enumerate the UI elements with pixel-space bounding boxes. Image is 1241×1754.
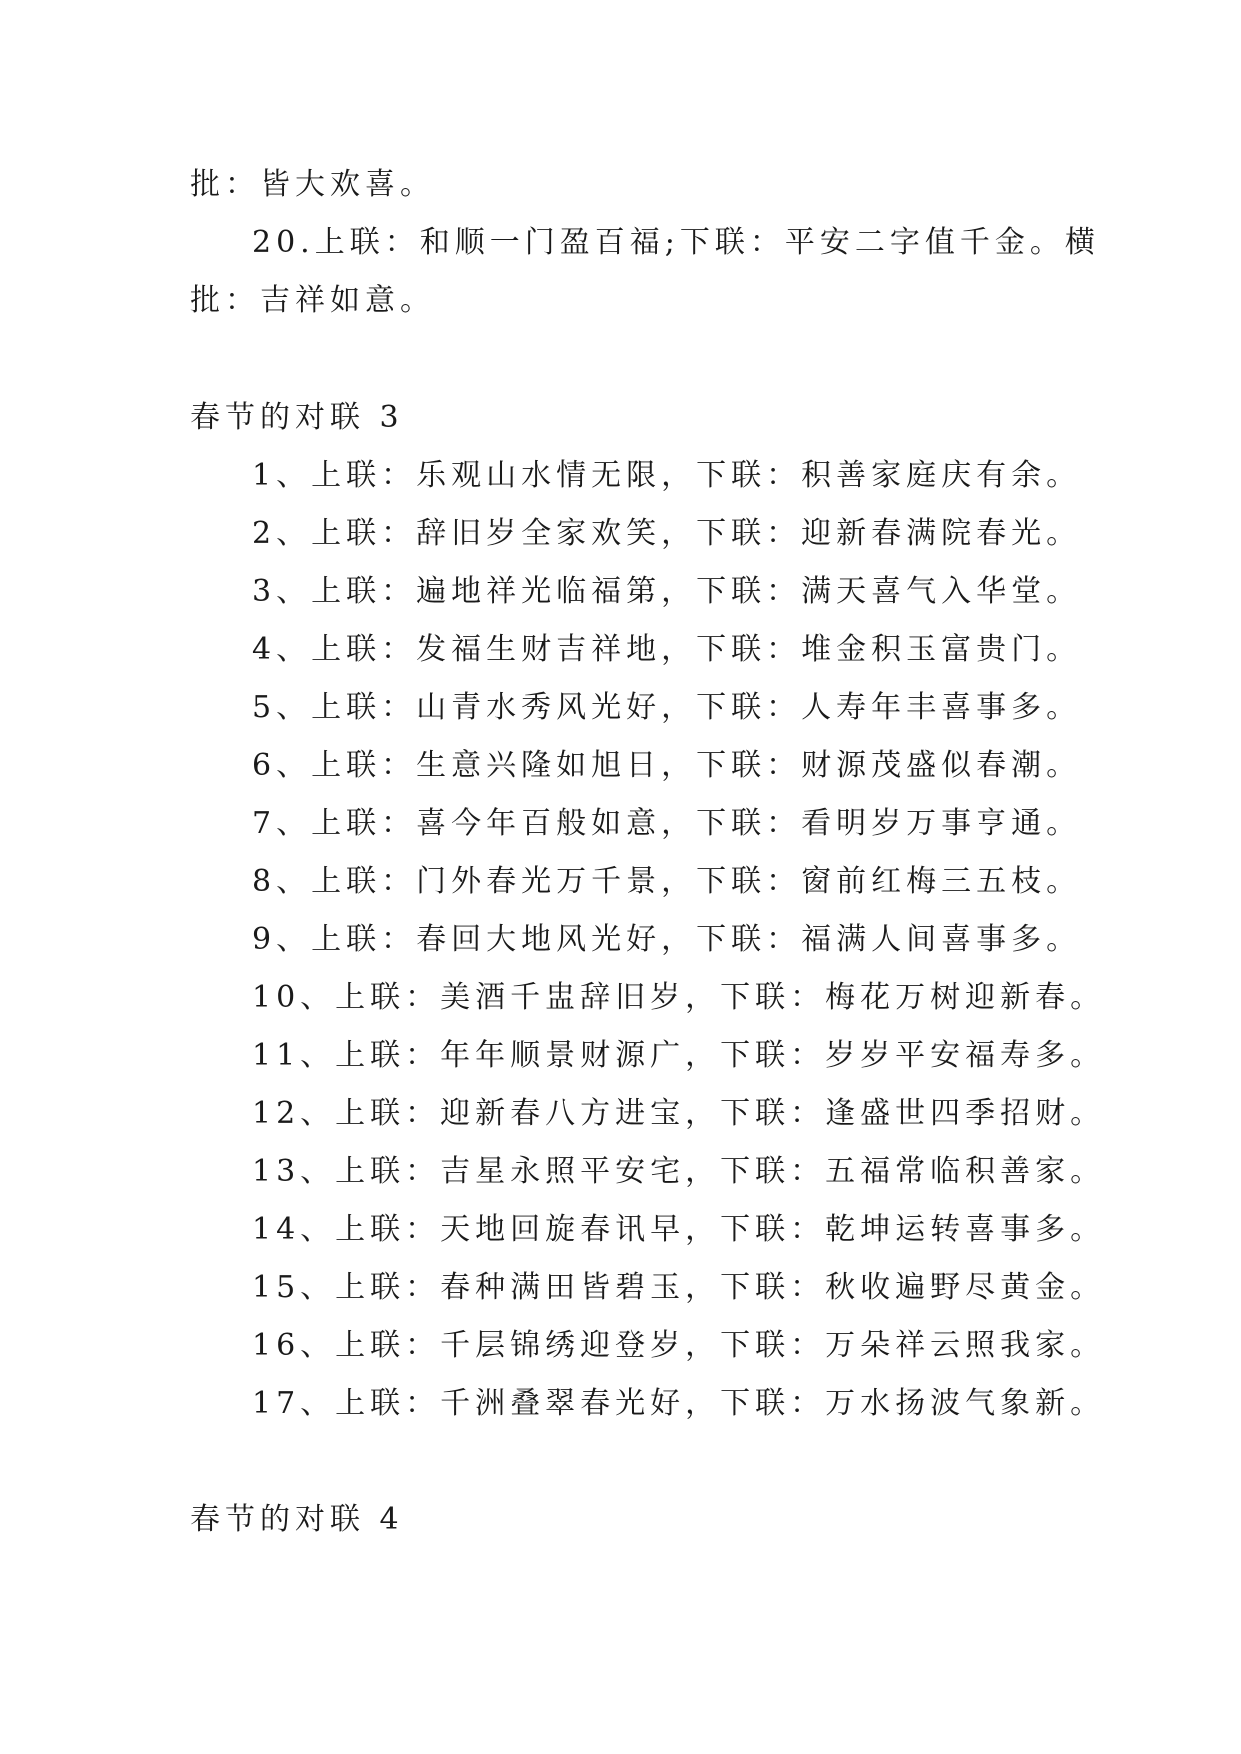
couplet-item: 7、上联：喜今年百般如意，下联：看明岁万事亨通。 bbox=[252, 806, 1082, 841]
couplet-item: 11、上联：年年顺景财源广，下联：岁岁平安福寿多。 bbox=[252, 1038, 1106, 1073]
couplet-item: 15、上联：春种满田皆碧玉，下联：秋收遍野尽黄金。 bbox=[252, 1270, 1106, 1305]
couplet-item-20-line1: 20.上联：和顺一门盈百福;下联：平安二字值千金。横 bbox=[252, 225, 1100, 260]
couplet-item-20-line2: 批：吉祥如意。 bbox=[190, 283, 435, 318]
couplet-item: 4、上联：发福生财吉祥地，下联：堆金积玉富贵门。 bbox=[252, 632, 1082, 667]
couplet-item: 9、上联：春回大地风光好，下联：福满人间喜事多。 bbox=[252, 922, 1082, 957]
couplet-item: 13、上联：吉星永照平安宅，下联：五福常临积善家。 bbox=[252, 1154, 1106, 1189]
section-heading-4: 春节的对联 4 bbox=[190, 1502, 404, 1537]
couplet-item: 10、上联：美酒千盅辞旧岁，下联：梅花万树迎新春。 bbox=[252, 980, 1106, 1015]
section-heading-3: 春节的对联 3 bbox=[190, 400, 404, 435]
couplet-item: 12、上联：迎新春八方进宝，下联：逢盛世四季招财。 bbox=[252, 1096, 1106, 1131]
couplet-item: 14、上联：天地回旋春讯早，下联：乾坤运转喜事多。 bbox=[252, 1212, 1106, 1247]
couplet-item: 16、上联：千层锦绣迎登岁，下联：万朵祥云照我家。 bbox=[252, 1328, 1106, 1363]
couplet-item: 8、上联：门外春光万千景，下联：窗前红梅三五枝。 bbox=[252, 864, 1082, 899]
couplet-item: 6、上联：生意兴隆如旭日，下联：财源茂盛似春潮。 bbox=[252, 748, 1082, 783]
continued-text-line: 批：皆大欢喜。 bbox=[190, 167, 435, 202]
couplet-item: 17、上联：千洲叠翠春光好，下联：万水扬波气象新。 bbox=[252, 1386, 1106, 1421]
couplet-item: 3、上联：遍地祥光临福第，下联：满天喜气入华堂。 bbox=[252, 574, 1082, 609]
couplet-item: 1、上联：乐观山水情无限，下联：积善家庭庆有余。 bbox=[252, 458, 1082, 493]
couplet-item: 5、上联：山青水秀风光好，下联：人寿年丰喜事多。 bbox=[252, 690, 1082, 725]
couplet-item: 2、上联：辞旧岁全家欢笑，下联：迎新春满院春光。 bbox=[252, 516, 1082, 551]
